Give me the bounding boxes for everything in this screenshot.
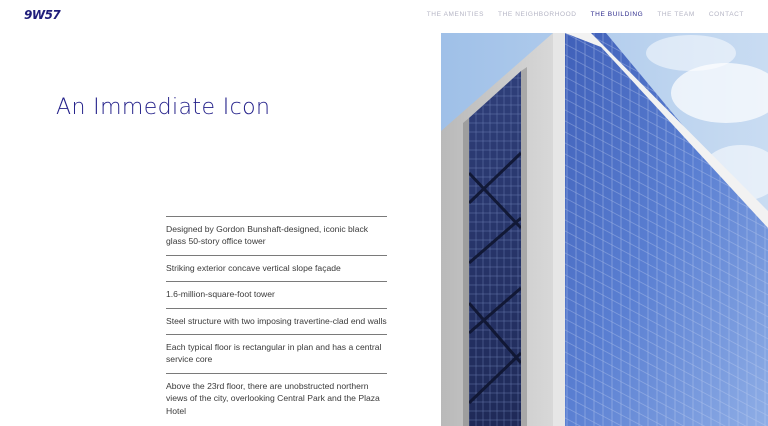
feature-item: Above the 23rd floor, there are unobstructed northern views of the city, overlooking Central Park and the Plaza Hotel: [166, 380, 380, 416]
feature-item: Steel structure with two imposing travertine-clad end walls: [166, 309, 387, 335]
feature-item: Designed by Gordon Bunshaft-designed, iconic black glass 50-story office tower: [166, 217, 387, 256]
building-photo: [441, 33, 768, 426]
nav-item-amenities[interactable]: THE AMENITIES: [426, 11, 485, 18]
feature-item: Each typical floor is rectangular in plan and has a central service core: [166, 335, 387, 374]
feature-list: [166, 216, 387, 424]
feature-item: Striking exterior concave vertical slope façade: [166, 256, 387, 282]
nav-item-contact[interactable]: CONTACT: [708, 11, 744, 18]
nav-item-neighborhood[interactable]: THE NEIGHBORHOOD: [498, 11, 577, 18]
page-title: An Immediate Icon: [56, 95, 271, 120]
nav-item-team[interactable]: THE TEAM: [657, 11, 695, 18]
main-nav: [427, 11, 744, 18]
feature-item: 1.6-million-square-foot tower: [166, 282, 387, 308]
logo[interactable]: 9W57: [24, 8, 61, 22]
nav-item-building[interactable]: THE BUILDING: [590, 11, 644, 18]
